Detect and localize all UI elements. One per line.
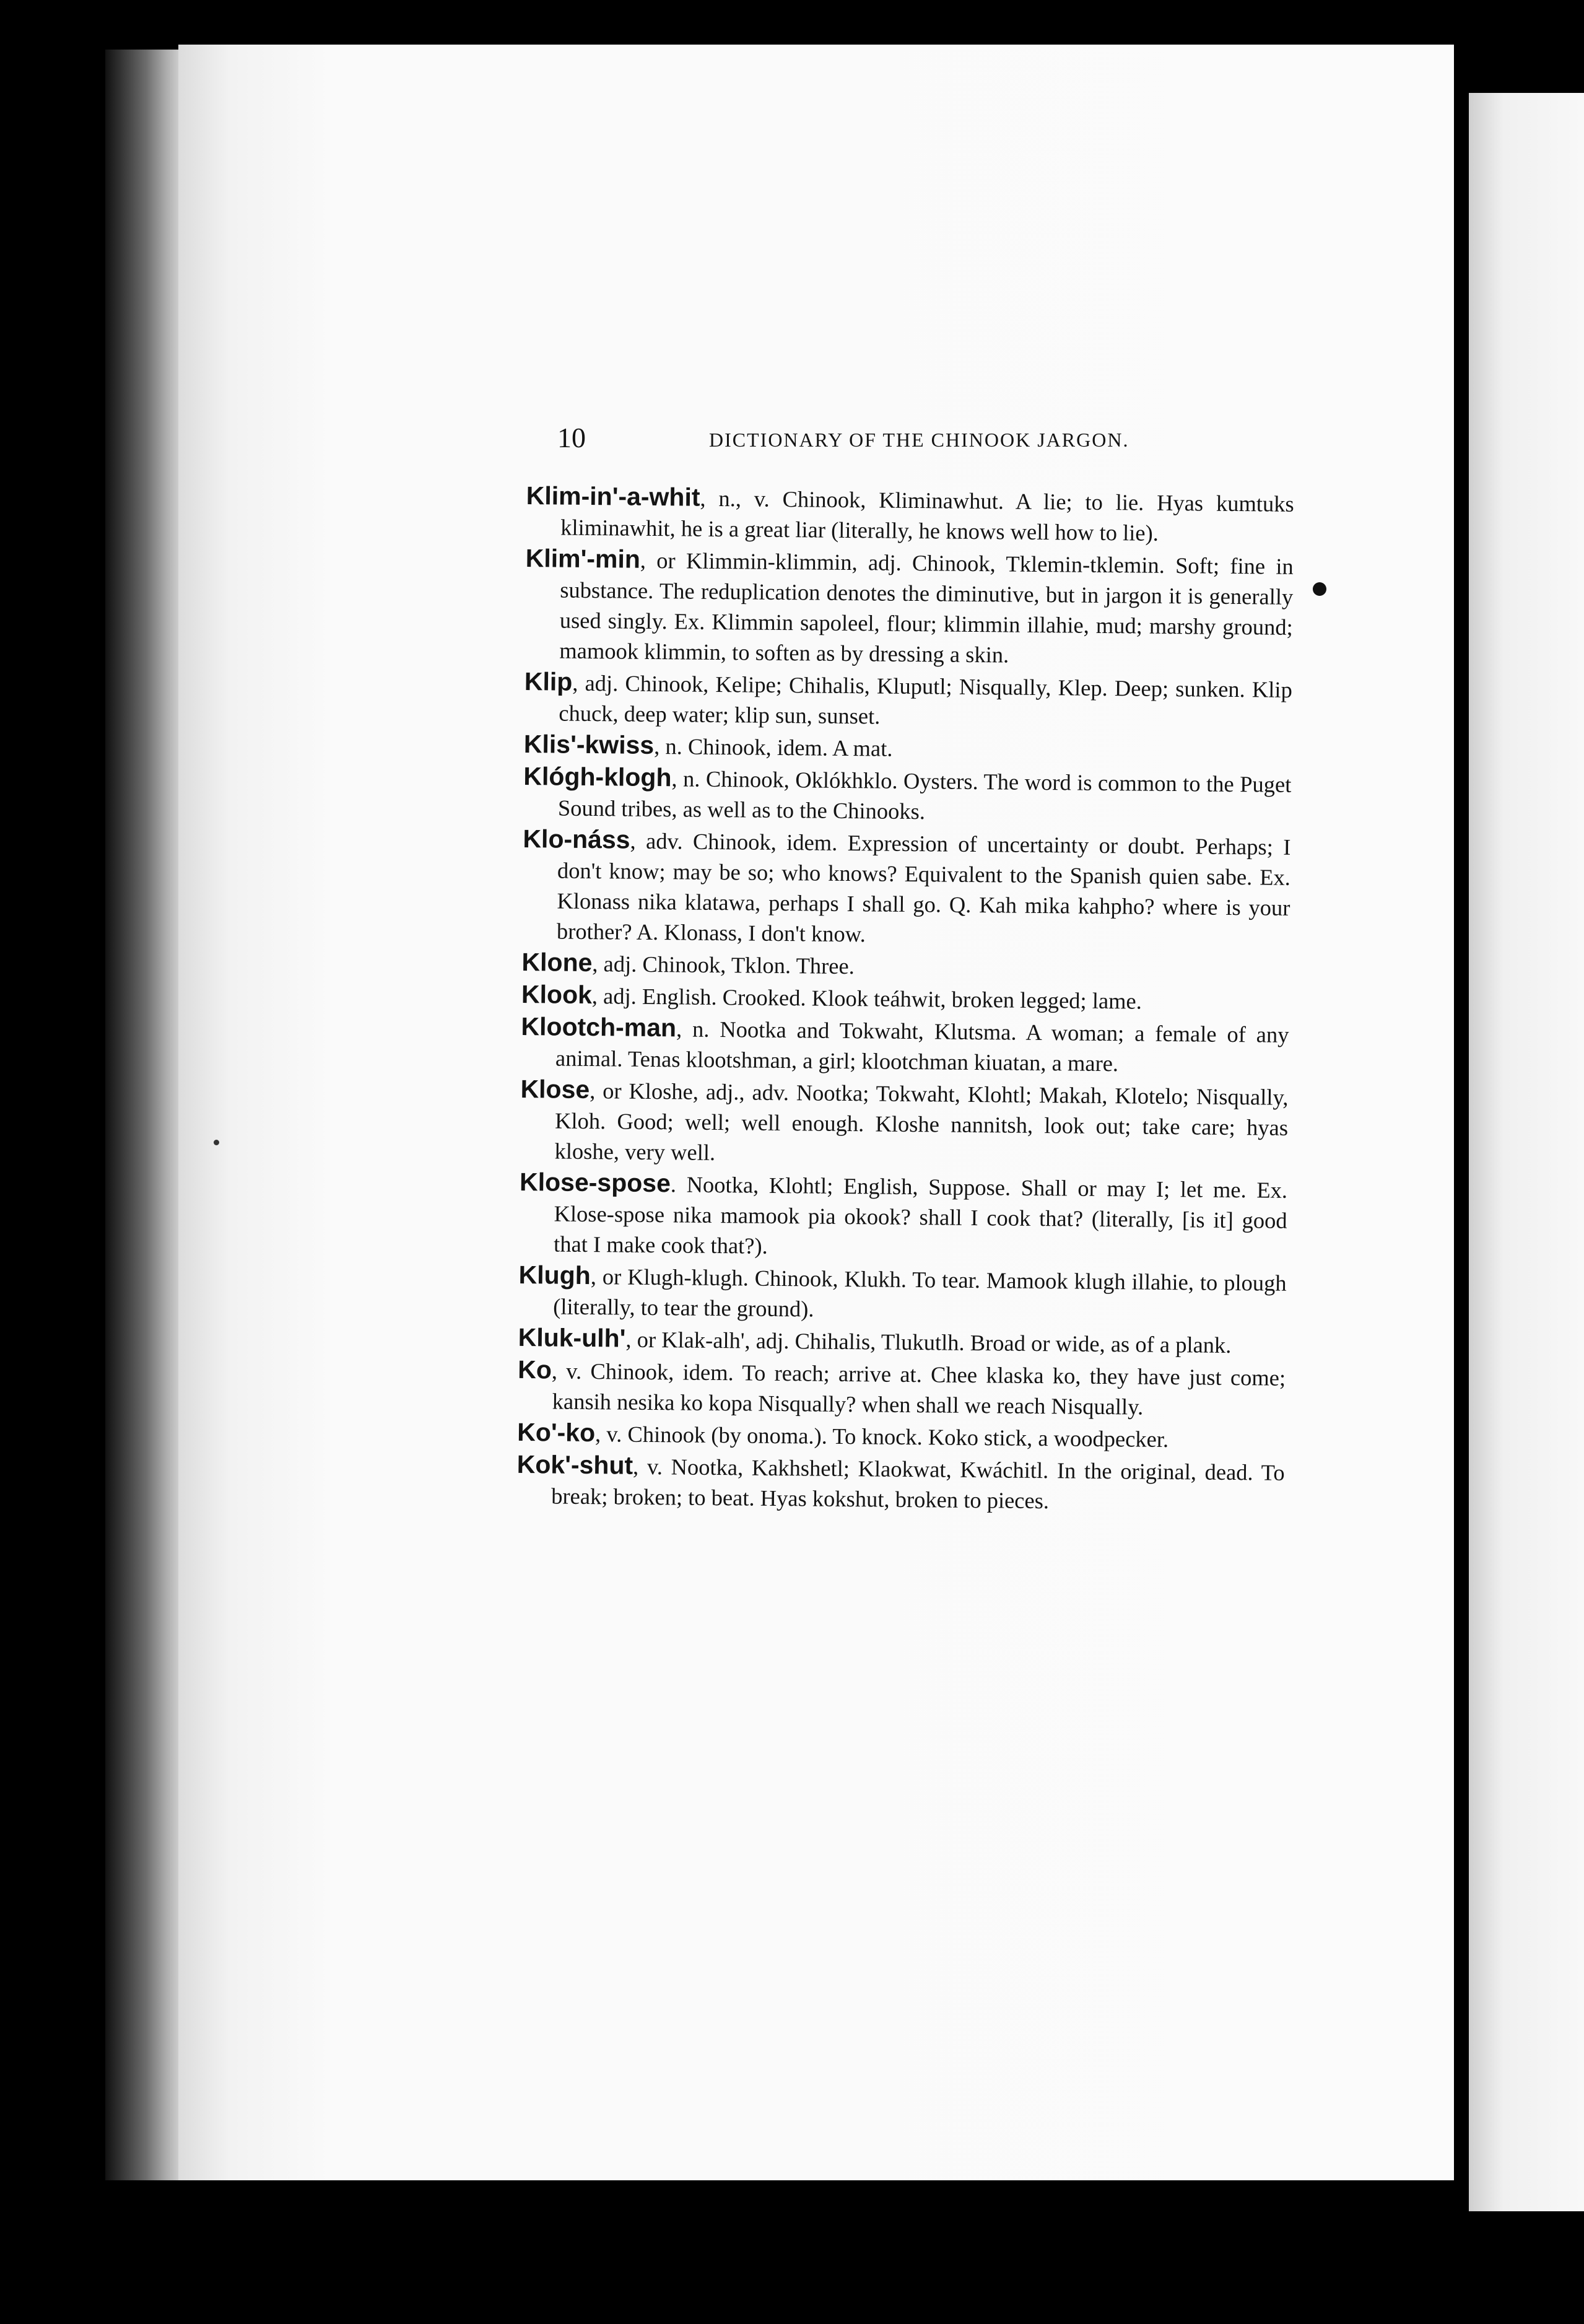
headword: Klose xyxy=(520,1074,590,1104)
page-number: 10 xyxy=(557,422,586,453)
headword: Klo-náss xyxy=(523,824,630,854)
page-header xyxy=(557,421,1251,458)
headword: Klook xyxy=(521,979,593,1010)
dictionary-entry xyxy=(522,824,1291,953)
dictionary-entry xyxy=(521,947,1289,985)
entry-text: , or Kloshe, adj., adv. Nootka; Tokwaht, Klohtl; Makah, Klotelo; Nisqually, Kloh. Good; well; well enough. Kloshe nannitsh, look out; take care; hyas kloshe, very well. xyxy=(554,1078,1289,1165)
headword: Klone xyxy=(521,947,593,977)
entry-text: , adj. Chinook, Tklon. Three. xyxy=(592,951,855,979)
dictionary-entry xyxy=(516,1449,1285,1518)
entry-text: , or Klak-alh', adj. Chihalis, Tlukutlh. Broad or wide, as of a plank. xyxy=(625,1326,1232,1358)
headword: Kluk-ulh' xyxy=(518,1322,626,1353)
headword: Klis'-kwiss xyxy=(523,729,655,759)
entry-text: , adv. Chinook, idem. Expression of uncertainty or doubt. Perhaps; I don't know; may be so; who knows? Equivalent to the Spanish quien sabe. Ex. Klonass nika klatawa, perhaps I shall go. Q. Kah mika kahpho? where is your brother? A. Klonass, I don't know. xyxy=(556,828,1291,947)
headword: Klip xyxy=(524,666,573,696)
dictionary-entry xyxy=(523,761,1292,830)
dictionary-entry xyxy=(526,481,1294,549)
facing-page-edge xyxy=(1469,93,1584,2211)
dictionary-entry xyxy=(524,543,1294,673)
dictionary-entry xyxy=(524,729,1292,767)
running-title: DICTIONARY OF THE CHINOOK JARGON. xyxy=(709,429,1129,451)
entry-text: , or Klimmin-klimmin, adj. Chinook, Tklemin-tklemin. Soft; fine in substance. The reduplication denotes the diminutive, but in jargon it is generally used singly. Ex. Klimmin sapoleel, flour; klimmin illahie, mud; marshy ground; mamook klimmin, to soften as by dressing a skin. xyxy=(559,547,1294,668)
entry-text: , adj. Chinook, Kelipe; Chihalis, Kluputl; Nisqually, Klep. Deep; sunken. Klip chuck, deep water; klip sun, sunset. xyxy=(559,670,1293,729)
headword: Klootch-man xyxy=(521,1011,677,1042)
dictionary-entry xyxy=(524,666,1292,735)
entry-text: , n. Chinook, Oklókhklo. Oysters. The word is common to the Puget Sound tribes, as well as to the Chinooks. xyxy=(557,766,1292,824)
dictionary-entry xyxy=(518,1355,1286,1423)
headword: Klose-spose xyxy=(519,1167,671,1198)
entry-text: , adj. English. Crooked. Klook teáhwit, broken legged; lame. xyxy=(591,983,1142,1014)
headword: Klim'-min xyxy=(525,543,641,574)
dictionary-entry xyxy=(521,979,1289,1018)
dictionary-entry xyxy=(518,1322,1286,1361)
headword: Ko'-ko xyxy=(517,1417,596,1448)
dictionary-entry xyxy=(518,1260,1287,1329)
entry-text: , n., v. Chinook, Kliminawhut. A lie; to lie. Hyas kumtuks kliminawhit, he is a great liar (literally, he knows well how to lie). xyxy=(560,485,1294,546)
ink-speck xyxy=(214,1140,219,1145)
headword: Klógh-klogh xyxy=(523,761,672,792)
headword: Ko xyxy=(518,1355,552,1384)
dictionary-entry xyxy=(520,1074,1288,1173)
dictionary-entry xyxy=(521,1011,1289,1080)
dictionary-entries xyxy=(516,481,1294,1519)
dictionary-entry xyxy=(519,1167,1287,1266)
dictionary-entry xyxy=(517,1417,1285,1456)
headword: Klim-in'-a-whit xyxy=(526,481,700,512)
entry-text: , v. Nootka, Kakhshetl; Klaokwat, Kwáchitl. In the original, dead. To break; broken; to beat. Hyas kokshut, broken to pieces. xyxy=(551,1453,1285,1514)
entry-text: , or Klugh-klugh. Chinook, Klukh. To tear. Mamook klugh illahie, to plough (literally, to tear the ground). xyxy=(553,1264,1287,1322)
entry-text: . Nootka, Klohtl; English, Suppose. Shall or may I; let me. Ex. Klose-spose nika mamook pia okook? shall I cook that? (literally, [is it] good that I make cook that?). xyxy=(553,1171,1288,1259)
headword: Kok'-shut xyxy=(516,1449,633,1480)
binding-gutter xyxy=(105,50,180,2180)
entry-text: , v. Chinook (by onoma.). To knock. Koko stick, a woodpecker. xyxy=(594,1421,1169,1452)
entry-text: , n. Nootka and Tokwaht, Klutsma. A woman; a female of any animal. Tenas klootshman, a girl; klootchman kiuatan, a mare. xyxy=(555,1016,1289,1077)
headword: Klugh xyxy=(518,1260,591,1290)
entry-text: , n. Chinook, idem. A mat. xyxy=(653,733,893,761)
ink-spot xyxy=(1313,582,1326,596)
entry-text: , v. Chinook, idem. To reach; arrive at. Chee klaska ko, they have just come; kansih nesika ko kopa Nisqually? when shall we reach Nisqually. xyxy=(551,1358,1286,1420)
